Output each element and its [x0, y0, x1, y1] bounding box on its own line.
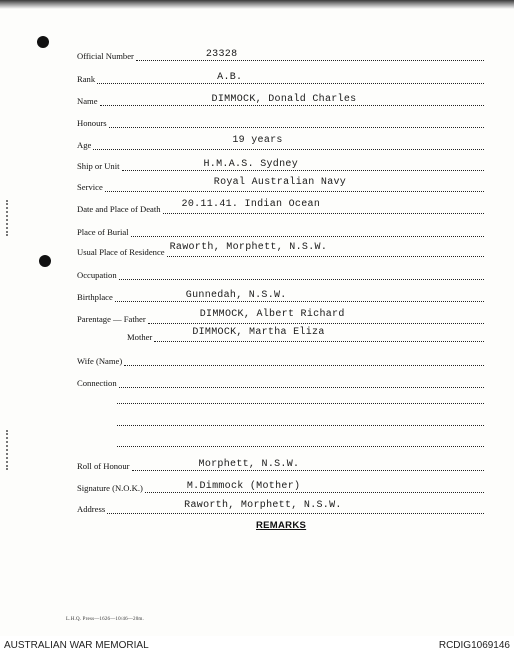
name-row: [77, 93, 484, 106]
name-line: [100, 93, 484, 106]
signature-label: Signature (N.O.K.): [77, 483, 143, 493]
name-value: DIMMOCK, Donald Charles: [211, 94, 357, 105]
mother-line: [154, 329, 484, 342]
father-row: [77, 311, 484, 324]
scan-top-edge: [0, 0, 514, 9]
occupation-label: Occupation: [77, 270, 117, 280]
printer-imprint: L.H.Q. Press—1626—10/46—20m.: [66, 617, 144, 622]
father-label: Parentage — Father: [77, 314, 146, 324]
name-label: Name: [77, 96, 98, 106]
punch-hole-middle: [39, 255, 51, 267]
honours-line: [109, 115, 484, 128]
residence-label: Usual Place of Residence: [77, 247, 165, 257]
official-number-line: [136, 48, 484, 61]
connection-label: Connection: [77, 378, 117, 388]
residence-row: [77, 244, 484, 257]
birthplace-line: [115, 289, 484, 302]
ship-line: [122, 158, 485, 171]
connection-line-4: [117, 446, 484, 447]
address-label: Address: [77, 504, 106, 514]
mother-value: DIMMOCK, Martha Eliza: [192, 327, 325, 338]
official-number-value: 23328: [205, 49, 238, 60]
occupation-row: [77, 267, 484, 280]
connection-line-2: [117, 403, 484, 404]
address-line: [107, 501, 484, 514]
occupation-line: [119, 267, 484, 280]
death-value: 20.11.41. Indian Ocean: [181, 199, 321, 210]
scan-edge-marks: [6, 200, 24, 236]
roll-value: Morphett, N.S.W.: [198, 459, 300, 470]
connection-line: [119, 375, 484, 388]
scan-edge-marks: [6, 430, 24, 470]
residence-line: [167, 244, 484, 257]
service-line: [105, 179, 484, 192]
ship-label: Ship or Unit: [77, 161, 120, 171]
birthplace-label: Birthplace: [77, 292, 113, 302]
connection-line-3: [117, 425, 484, 426]
father-line: [148, 311, 484, 324]
burial-label: Place of Burial: [77, 227, 129, 237]
wife-line: [124, 353, 484, 366]
ship-value: H.M.A.S. Sydney: [203, 159, 299, 170]
footer-record-id: RCDIG1069146: [438, 640, 510, 651]
birthplace-row: [77, 289, 484, 302]
address-row: [77, 501, 484, 514]
wife-row: [77, 353, 484, 366]
wife-label: Wife (Name): [77, 356, 123, 366]
death-line: [163, 201, 484, 214]
burial-line: [131, 224, 484, 237]
service-row: [77, 179, 484, 192]
rank-value: A.B.: [217, 72, 243, 83]
ship-row: [77, 158, 484, 171]
roll-row: [77, 458, 484, 471]
archive-footer: [0, 636, 514, 654]
birthplace-value: Gunnedah, N.S.W.: [185, 290, 287, 301]
service-value: Royal Australian Navy: [213, 177, 347, 188]
roll-label: Roll of Honour: [77, 461, 130, 471]
burial-row: [77, 224, 484, 237]
age-row: [77, 137, 484, 150]
honours-row: [77, 115, 484, 128]
mother-label: Mother: [127, 332, 153, 342]
honours-label: Honours: [77, 118, 107, 128]
signature-line: [145, 480, 484, 493]
signature-value: M.Dimmock (Mother): [186, 481, 301, 492]
official-number-row: [77, 48, 484, 61]
remarks-heading: REMARKS: [256, 520, 307, 531]
age-label: Age: [77, 140, 92, 150]
punch-hole-top: [37, 36, 49, 48]
father-value: DIMMOCK, Albert Richard: [199, 309, 345, 320]
service-label: Service: [77, 182, 103, 192]
mother-row: [77, 329, 484, 342]
rank-label: Rank: [77, 74, 96, 84]
footer-archive-name: AUSTRALIAN WAR MEMORIAL: [4, 640, 149, 651]
address-value: Raworth, Morphett, N.S.W.: [184, 500, 342, 511]
connection-row: [77, 375, 484, 388]
official-number-label: Official Number: [77, 51, 134, 61]
roll-line: [132, 458, 484, 471]
age-value: 19 years: [232, 135, 283, 146]
age-line: [93, 137, 484, 150]
residence-value: Raworth, Morphett, N.S.W.: [169, 242, 328, 253]
death-row: [77, 201, 484, 214]
death-label: Date and Place of Death: [77, 204, 161, 214]
rank-row: [77, 71, 484, 84]
rank-line: [97, 71, 484, 84]
signature-row: [77, 480, 484, 493]
